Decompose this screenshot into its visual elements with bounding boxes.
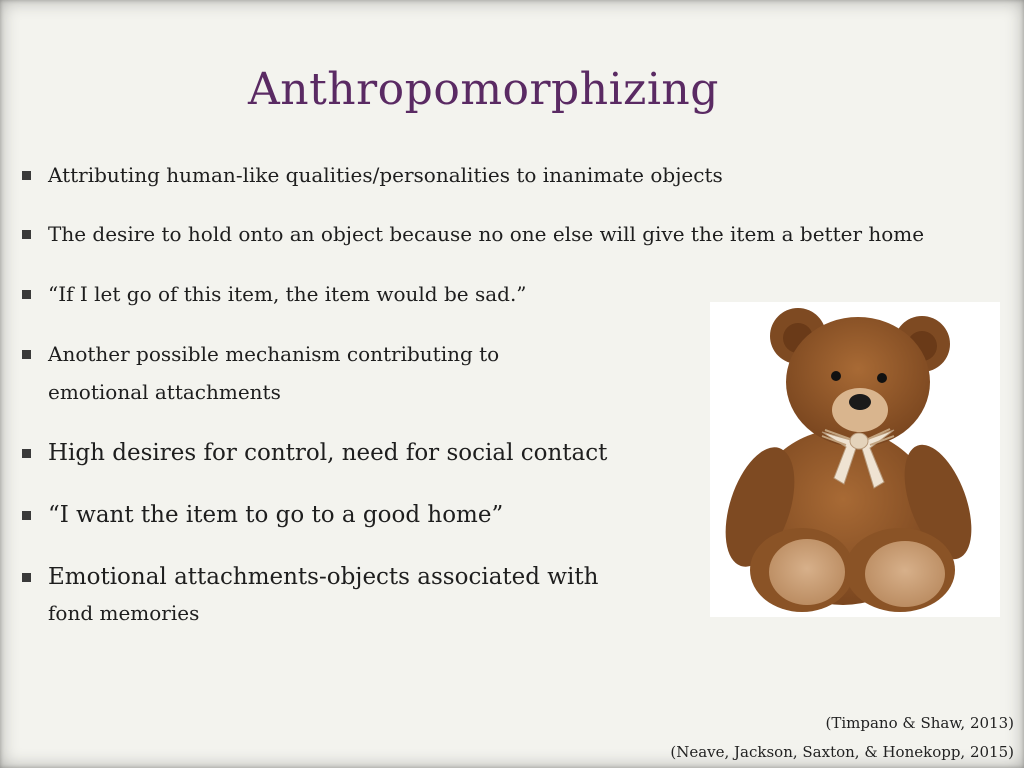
teddy-bear-icon — [710, 302, 1000, 617]
square-bullet-icon — [22, 573, 31, 582]
bullet-text-line: fond memories — [48, 601, 200, 625]
bullet-text — [48, 564, 598, 626]
bullet-text-line: Another possible mechanism contributing to — [48, 342, 500, 366]
teddy-bear-image — [710, 302, 1000, 617]
bullet-text: “If I let go of this item, the item would be sad.” — [48, 282, 527, 306]
square-bullet-icon — [22, 290, 31, 299]
bullet-item — [22, 564, 598, 626]
bullet-item — [22, 283, 527, 305]
bullet-item — [22, 440, 607, 466]
slide-title: Anthropomorphizing — [248, 64, 719, 115]
citation: (Neave, Jackson, Saxton, & Honekopp, 2015) — [670, 743, 1014, 761]
square-bullet-icon — [22, 449, 31, 458]
bullet-text-line: Emotional attachments-objects associated with — [48, 564, 599, 590]
bullet-text — [48, 335, 499, 411]
citation: (Timpano & Shaw, 2013) — [825, 714, 1014, 732]
square-bullet-icon — [22, 171, 31, 180]
square-bullet-icon — [22, 511, 31, 520]
bullet-text: High desires for control, need for social contact — [48, 440, 608, 466]
square-bullet-icon — [22, 350, 31, 359]
square-bullet-icon — [22, 230, 31, 239]
bullet-text: “I want the item to go to a good home” — [48, 502, 504, 528]
bullet-item — [22, 343, 499, 411]
bullet-item — [22, 502, 503, 528]
bullet-item — [22, 223, 924, 245]
bullet-text-line: emotional attachments — [48, 380, 281, 404]
bullet-item — [22, 164, 723, 186]
bullet-text: Attributing human-like qualities/personalities to inanimate objects — [48, 163, 723, 187]
bullet-text: The desire to hold onto an object because no one else will give the item a better home — [48, 222, 925, 246]
